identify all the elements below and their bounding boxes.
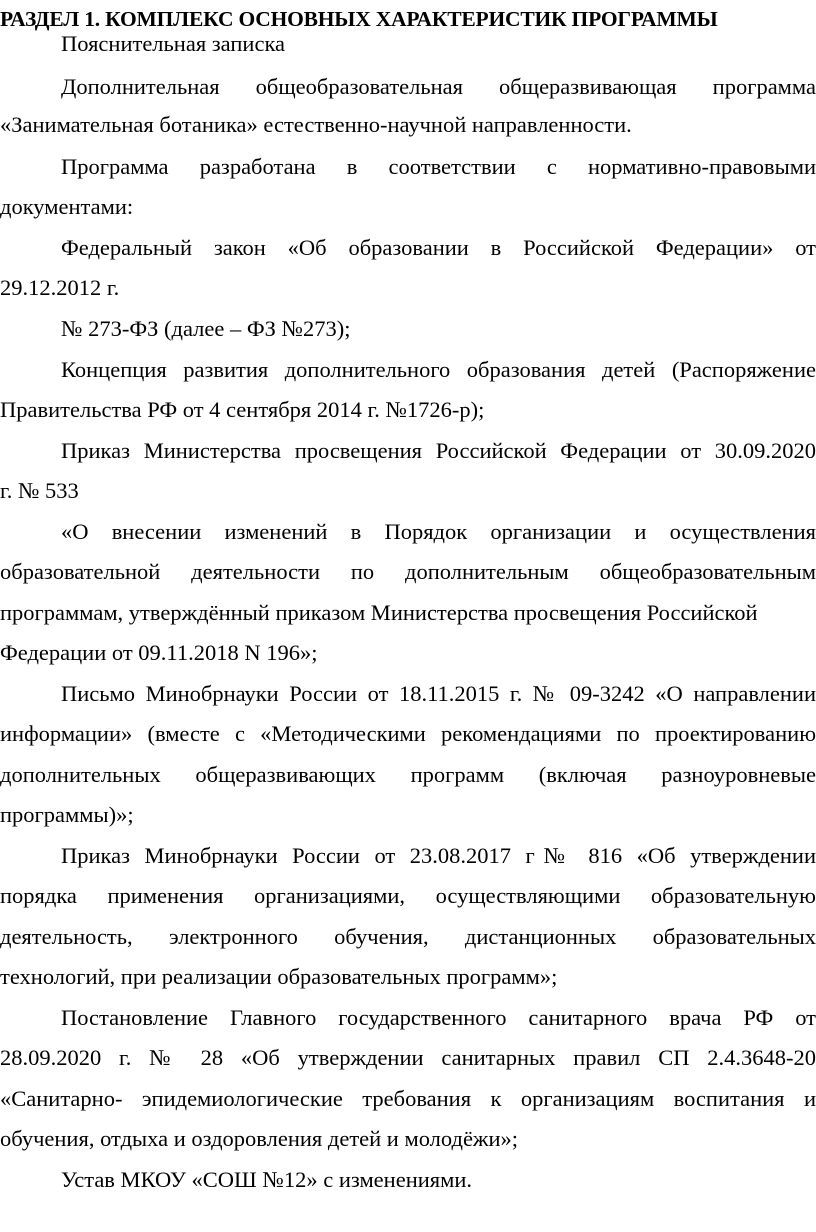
paragraph-line: «Занимательная ботаника» естественно-научной направленности. (0, 112, 632, 137)
paragraph-line: Постановление Главного государственного санитарного врача РФ от (61, 1005, 816, 1030)
paragraph-line: Программа разработана в соответствии с нормативно-правовыми (61, 154, 816, 179)
paragraph-line: Федерации от 09.11.2018 N 196»; (0, 640, 318, 665)
paragraph-line: Правительства РФ от 4 сентября 2014 г. №1726-р); (0, 397, 485, 422)
section-heading: РАЗДЕЛ 1. КОМПЛЕКС ОСНОВНЫХ ХАРАКТЕРИСТИК ПРОГРАММЫ (0, 7, 718, 31)
paragraph-line: Устав МКОУ «СОШ №12» с изменениями. (61, 1167, 473, 1192)
paragraph-line: программы)»; (0, 802, 134, 827)
paragraph-line: Приказ Министерства просвещения Российской Федерации от 30.09.2020 (61, 438, 816, 463)
paragraph-line: технологий, при реализации образовательных программ»; (0, 964, 558, 989)
paragraph-line: «О внесении изменений в Порядок организации и осуществления (61, 519, 816, 544)
paragraph-line: документами: (0, 194, 134, 219)
paragraph-line: деятельность, электронного обучения, дистанционных образовательных (0, 924, 816, 949)
paragraph-line: дополнительных общеразвивающих программ (включая разноуровневые (0, 762, 816, 787)
paragraph-line: Концепция развития дополнительного образования детей (Распоряжение (61, 357, 816, 382)
paragraph-line: информации» (вместе с «Методическими рекомендациями по проектированию (0, 721, 816, 746)
paragraph-line: г. № 533 (0, 478, 79, 503)
paragraph-line: Приказ Минобрнауки России от 23.08.2017 г№ 816 «Об утверждении (61, 843, 816, 868)
paragraph-line: 28.09.2020 г. № 28 «Об утверждении санитарных правил СП 2.4.3648-20 (0, 1045, 816, 1070)
paragraph-line: Пояснительная записка (61, 31, 286, 56)
paragraph-line: № 273-ФЗ (далее – ФЗ №273); (61, 316, 351, 341)
paragraph-line: Письмо Минобрнауки России от 18.11.2015 г. № 09-3242 «О направлении (61, 681, 816, 706)
paragraph-line: порядка применения организациями, осуществляющими образовательную (0, 883, 816, 908)
paragraph-line: «Санитарно- эпидемиологические требования к организациям воспитания и (0, 1086, 816, 1111)
paragraph-line: Дополнительная общеобразовательная общеразвивающая программа (61, 74, 816, 99)
paragraph-line: программам, утверждённый приказом Министерства просвещения Российской (0, 600, 758, 625)
paragraph-line: Федеральный закон «Об образовании в Российской Федерации» от (61, 235, 816, 260)
paragraph-line: обучения, отдыха и оздоровления детей и молодёжи»; (0, 1126, 519, 1151)
paragraph-line: 29.12.2012 г. (0, 275, 120, 300)
paragraph-line: образовательной деятельности по дополнительным общеобразовательным (0, 559, 816, 584)
